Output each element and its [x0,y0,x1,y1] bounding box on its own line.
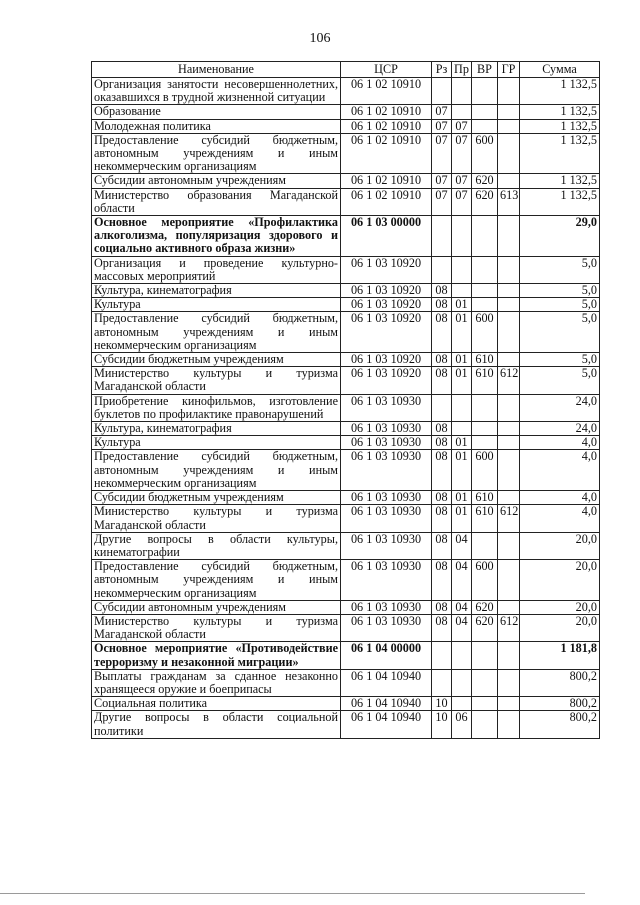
row-name: Социальная политика [92,697,341,711]
row-name: Образование [92,105,341,119]
row-rz: 07 [432,188,452,215]
row-name: Министерство образования Магаданской области [92,188,341,215]
row-pr: 07 [452,119,472,133]
row-code: 06 1 03 10920 [341,312,432,353]
table-row [92,174,600,188]
row-name: Субсидии автономным учреждениям [92,600,341,614]
row-code: 06 1 04 00000 [341,642,432,669]
row-sum: 1 132,5 [520,105,600,119]
table-header-row [92,62,600,78]
row-code: 06 1 03 10930 [341,505,432,532]
row-pr: 04 [452,532,472,559]
row-rz: 08 [432,560,452,601]
row-gr [498,312,520,353]
row-sum: 5,0 [520,284,600,298]
row-sum: 24,0 [520,394,600,421]
row-name: Предоставление субсидий бюджетным, автономным учреждениям и иным некоммерческим организациям [92,450,341,491]
table-row [92,284,600,298]
row-sum: 5,0 [520,298,600,312]
row-pr: 04 [452,614,472,641]
row-rz: 08 [432,284,452,298]
row-vr [472,394,498,421]
row-sum: 5,0 [520,367,600,394]
row-sum: 1 132,5 [520,119,600,133]
header-name: Наименование [92,62,341,78]
row-name: Организация занятости несовершеннолетних, оказавшихся в трудной жизненной ситуации [92,78,341,105]
row-pr: 01 [452,505,472,532]
row-sum: 24,0 [520,422,600,436]
row-rz: 08 [432,298,452,312]
row-code: 06 1 03 10920 [341,367,432,394]
table-row [92,450,600,491]
row-sum: 20,0 [520,532,600,559]
row-name: Приобретение кинофильмов, изготовление буклетов по профилактике правонарушений [92,394,341,421]
row-pr: 01 [452,491,472,505]
row-pr [452,105,472,119]
header-sum: Сумма [520,62,600,78]
row-vr: 600 [472,560,498,601]
row-vr [472,105,498,119]
row-name: Основное мероприятие «Профилактика алкоголизма, популяризация здорового и социально активного образа жизни» [92,216,341,257]
row-sum: 800,2 [520,711,600,738]
row-gr [498,119,520,133]
row-name: Основное мероприятие «Противодействие терроризму и незаконной миграции» [92,642,341,669]
row-code: 06 1 03 10920 [341,284,432,298]
row-vr [472,119,498,133]
row-gr [498,133,520,174]
row-name: Министерство культуры и туризма Магаданской области [92,614,341,641]
row-code: 06 1 03 10930 [341,394,432,421]
row-gr: 612 [498,505,520,532]
row-pr: 01 [452,450,472,491]
scan-edge-line [0,893,585,894]
table-row [92,133,600,174]
row-rz: 08 [432,600,452,614]
row-vr [472,436,498,450]
row-sum: 20,0 [520,600,600,614]
row-sum: 1 181,8 [520,642,600,669]
row-code: 06 1 03 10920 [341,256,432,283]
row-vr [472,216,498,257]
row-vr: 600 [472,450,498,491]
table-row [92,560,600,601]
row-pr: 07 [452,174,472,188]
row-name: Выплаты гражданам за сданное незаконно хранящееся оружие и боеприпасы [92,669,341,696]
row-code: 06 1 03 10930 [341,532,432,559]
row-gr [498,532,520,559]
row-gr [498,105,520,119]
row-sum: 800,2 [520,697,600,711]
page-number: 106 [309,31,331,46]
header-code: ЦСР [341,62,432,78]
row-rz: 07 [432,119,452,133]
row-vr: 620 [472,174,498,188]
table-row [92,614,600,641]
row-rz: 07 [432,174,452,188]
row-vr [472,697,498,711]
row-pr: 01 [452,353,472,367]
row-code: 06 1 03 10930 [341,450,432,491]
row-gr [498,78,520,105]
row-name: Предоставление субсидий бюджетным, автономным учреждениям и иным некоммерческим организациям [92,133,341,174]
row-gr [498,491,520,505]
row-rz: 08 [432,614,452,641]
row-gr [498,353,520,367]
row-rz [432,78,452,105]
row-code: 06 1 03 10930 [341,614,432,641]
row-vr [472,422,498,436]
row-rz [432,216,452,257]
row-sum: 5,0 [520,312,600,353]
row-vr [472,669,498,696]
row-rz: 07 [432,105,452,119]
row-pr [452,216,472,257]
row-rz: 08 [432,367,452,394]
table-row [92,505,600,532]
row-gr [498,711,520,738]
row-vr: 620 [472,188,498,215]
row-pr [452,669,472,696]
table-row [92,353,600,367]
row-sum: 1 132,5 [520,174,600,188]
row-code: 06 1 03 10930 [341,560,432,601]
row-sum: 20,0 [520,560,600,601]
table-row [92,119,600,133]
row-pr [452,642,472,669]
table-row [92,600,600,614]
row-gr [498,284,520,298]
row-gr [498,697,520,711]
row-name: Молодежная политика [92,119,341,133]
row-name: Министерство культуры и туризма Магаданской области [92,505,341,532]
table-row [92,298,600,312]
table-row [92,216,600,257]
row-vr [472,78,498,105]
row-vr [472,256,498,283]
table-row [92,78,600,105]
row-code: 06 1 02 10910 [341,119,432,133]
row-name: Субсидии автономным учреждениям [92,174,341,188]
row-vr [472,711,498,738]
row-sum: 4,0 [520,491,600,505]
row-sum: 4,0 [520,436,600,450]
row-vr: 620 [472,614,498,641]
row-rz: 08 [432,532,452,559]
table-body [92,78,600,739]
row-sum: 5,0 [520,353,600,367]
header-rz: Рз [432,62,452,78]
row-vr: 610 [472,505,498,532]
row-vr: 600 [472,312,498,353]
row-gr [498,256,520,283]
header-pr: Пр [452,62,472,78]
row-gr [498,174,520,188]
row-code: 06 1 04 10940 [341,697,432,711]
row-gr [498,669,520,696]
table-row [92,669,600,696]
row-sum: 29,0 [520,216,600,257]
row-pr: 04 [452,600,472,614]
row-sum: 4,0 [520,505,600,532]
row-sum: 800,2 [520,669,600,696]
row-name: Министерство культуры и туризма Магаданской области [92,367,341,394]
row-rz: 10 [432,697,452,711]
row-name: Культура, кинематография [92,422,341,436]
row-rz [432,669,452,696]
row-code: 06 1 03 10930 [341,491,432,505]
table-row [92,697,600,711]
row-name: Предоставление субсидий бюджетным, автономным учреждениям и иным некоммерческим организациям [92,560,341,601]
row-code: 06 1 03 10930 [341,600,432,614]
row-pr: 04 [452,560,472,601]
row-sum: 5,0 [520,256,600,283]
row-sum: 1 132,5 [520,133,600,174]
row-gr [498,216,520,257]
row-gr [498,298,520,312]
row-gr [498,560,520,601]
row-name: Другие вопросы в области культуры, кинематографии [92,532,341,559]
row-pr [452,422,472,436]
row-vr [472,298,498,312]
row-pr [452,284,472,298]
row-sum: 20,0 [520,614,600,641]
row-rz: 08 [432,353,452,367]
row-code: 06 1 04 10940 [341,669,432,696]
row-gr: 612 [498,614,520,641]
row-vr [472,284,498,298]
row-name: Культура, кинематография [92,284,341,298]
row-gr: 612 [498,367,520,394]
row-pr [452,394,472,421]
row-pr [452,256,472,283]
row-pr: 01 [452,367,472,394]
row-code: 06 1 03 10930 [341,436,432,450]
row-pr: 06 [452,711,472,738]
row-vr [472,642,498,669]
row-code: 06 1 02 10910 [341,78,432,105]
row-gr [498,436,520,450]
row-vr [472,532,498,559]
budget-table [91,61,600,739]
row-name: Другие вопросы в области социальной политики [92,711,341,738]
row-rz [432,394,452,421]
row-sum: 4,0 [520,450,600,491]
row-pr: 01 [452,312,472,353]
row-vr: 610 [472,367,498,394]
row-pr: 01 [452,298,472,312]
row-gr [498,642,520,669]
row-code: 06 1 02 10910 [341,105,432,119]
row-pr [452,78,472,105]
row-rz [432,256,452,283]
row-sum: 1 132,5 [520,78,600,105]
row-name: Субсидии бюджетным учреждениям [92,491,341,505]
row-code: 06 1 03 10920 [341,353,432,367]
row-code: 06 1 03 00000 [341,216,432,257]
row-pr [452,697,472,711]
row-code: 06 1 02 10910 [341,133,432,174]
row-gr: 613 [498,188,520,215]
row-name: Культура [92,436,341,450]
table-row [92,642,600,669]
row-code: 06 1 04 10940 [341,711,432,738]
table-row [92,312,600,353]
row-rz: 08 [432,422,452,436]
row-vr: 620 [472,600,498,614]
row-rz: 07 [432,133,452,174]
row-pr: 07 [452,133,472,174]
row-gr [498,600,520,614]
table-row [92,188,600,215]
row-rz: 08 [432,491,452,505]
header-gr: ГР [498,62,520,78]
row-rz: 08 [432,436,452,450]
row-rz [432,642,452,669]
row-code: 06 1 03 10920 [341,298,432,312]
row-name: Предоставление субсидий бюджетным, автономным учреждениям и иным некоммерческим организациям [92,312,341,353]
row-rz: 08 [432,312,452,353]
row-code: 06 1 02 10910 [341,174,432,188]
row-gr [498,394,520,421]
row-vr: 610 [472,491,498,505]
table-row [92,491,600,505]
row-pr: 07 [452,188,472,215]
table-row [92,532,600,559]
table-row [92,436,600,450]
row-name: Культура [92,298,341,312]
header-vr: ВР [472,62,498,78]
row-name: Организация и проведение культурно-массовых мероприятий [92,256,341,283]
row-rz: 08 [432,505,452,532]
table-row [92,256,600,283]
row-vr: 610 [472,353,498,367]
row-rz: 10 [432,711,452,738]
row-sum: 1 132,5 [520,188,600,215]
row-gr [498,422,520,436]
table-row [92,367,600,394]
row-code: 06 1 03 10930 [341,422,432,436]
row-gr [498,450,520,491]
row-code: 06 1 02 10910 [341,188,432,215]
row-rz: 08 [432,450,452,491]
table-row [92,711,600,738]
row-pr: 01 [452,436,472,450]
row-vr: 600 [472,133,498,174]
row-name: Субсидии бюджетным учреждениям [92,353,341,367]
table-row [92,422,600,436]
table-row [92,394,600,421]
table-row [92,105,600,119]
